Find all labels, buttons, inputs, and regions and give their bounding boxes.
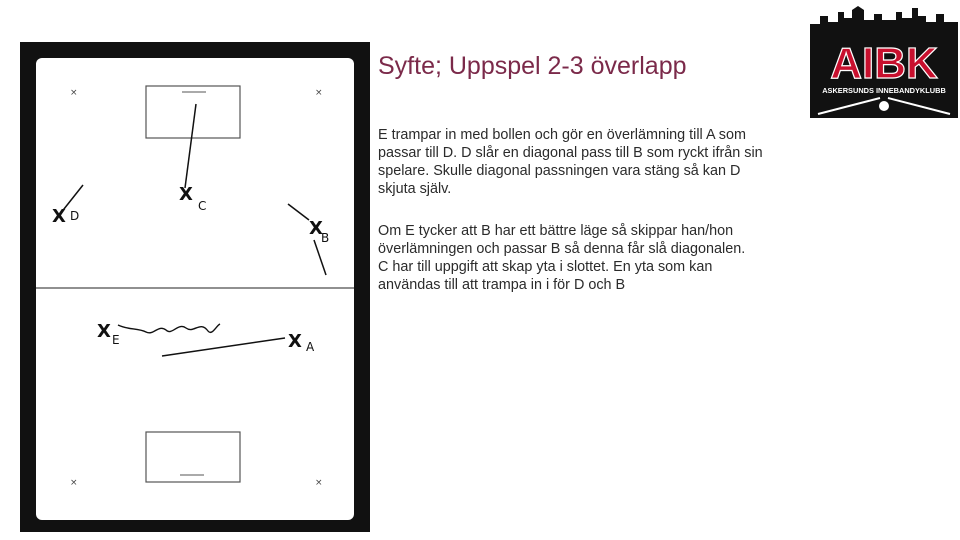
faceoff-dot: ×	[70, 478, 78, 488]
faceoff-dot: ×	[315, 88, 323, 98]
paragraph-line: Om E tycker att B har ett bättre läge så skippar han/hon överlämningen och passar B så denna får slå diagonalen.	[378, 223, 746, 257]
player-marker: X	[309, 218, 323, 239]
player-label: B	[321, 231, 330, 245]
rink-surface	[36, 58, 354, 520]
paragraph-line: C har till uppgift att skap yta i slottet. En yta som kan användas till att trampa in i för D och B	[378, 259, 713, 293]
player-marker: X	[97, 321, 111, 342]
description-paragraph-2	[378, 222, 778, 294]
player-marker: X	[179, 184, 193, 205]
faceoff-dot: ×	[70, 88, 78, 98]
logo-subtitle: ASKERSUNDS INNEBANDYKLUBB	[822, 86, 946, 95]
logo-wordmark: AIBK	[830, 39, 938, 88]
rink-diagram	[20, 42, 370, 532]
faceoff-dot: ×	[315, 478, 323, 488]
description-paragraph-1: E trampar in med bollen och gör en överlämning till A som passar till D. D slår en diagonal pass till B som ryckt ifrån sin spelare. Skulle diagonal passningen vara stäng så kan D skjuta själv.	[378, 127, 763, 197]
club-logo	[810, 2, 958, 118]
slide-title: Syfte; Uppspel 2-3 överlapp	[378, 52, 687, 80]
player-marker: X	[52, 206, 66, 227]
player-label: E	[112, 333, 120, 347]
player-label: D	[70, 209, 80, 223]
player-marker: X	[288, 331, 302, 352]
ball-icon	[879, 101, 889, 111]
player-label: A	[306, 340, 315, 354]
player-label: C	[198, 199, 207, 213]
